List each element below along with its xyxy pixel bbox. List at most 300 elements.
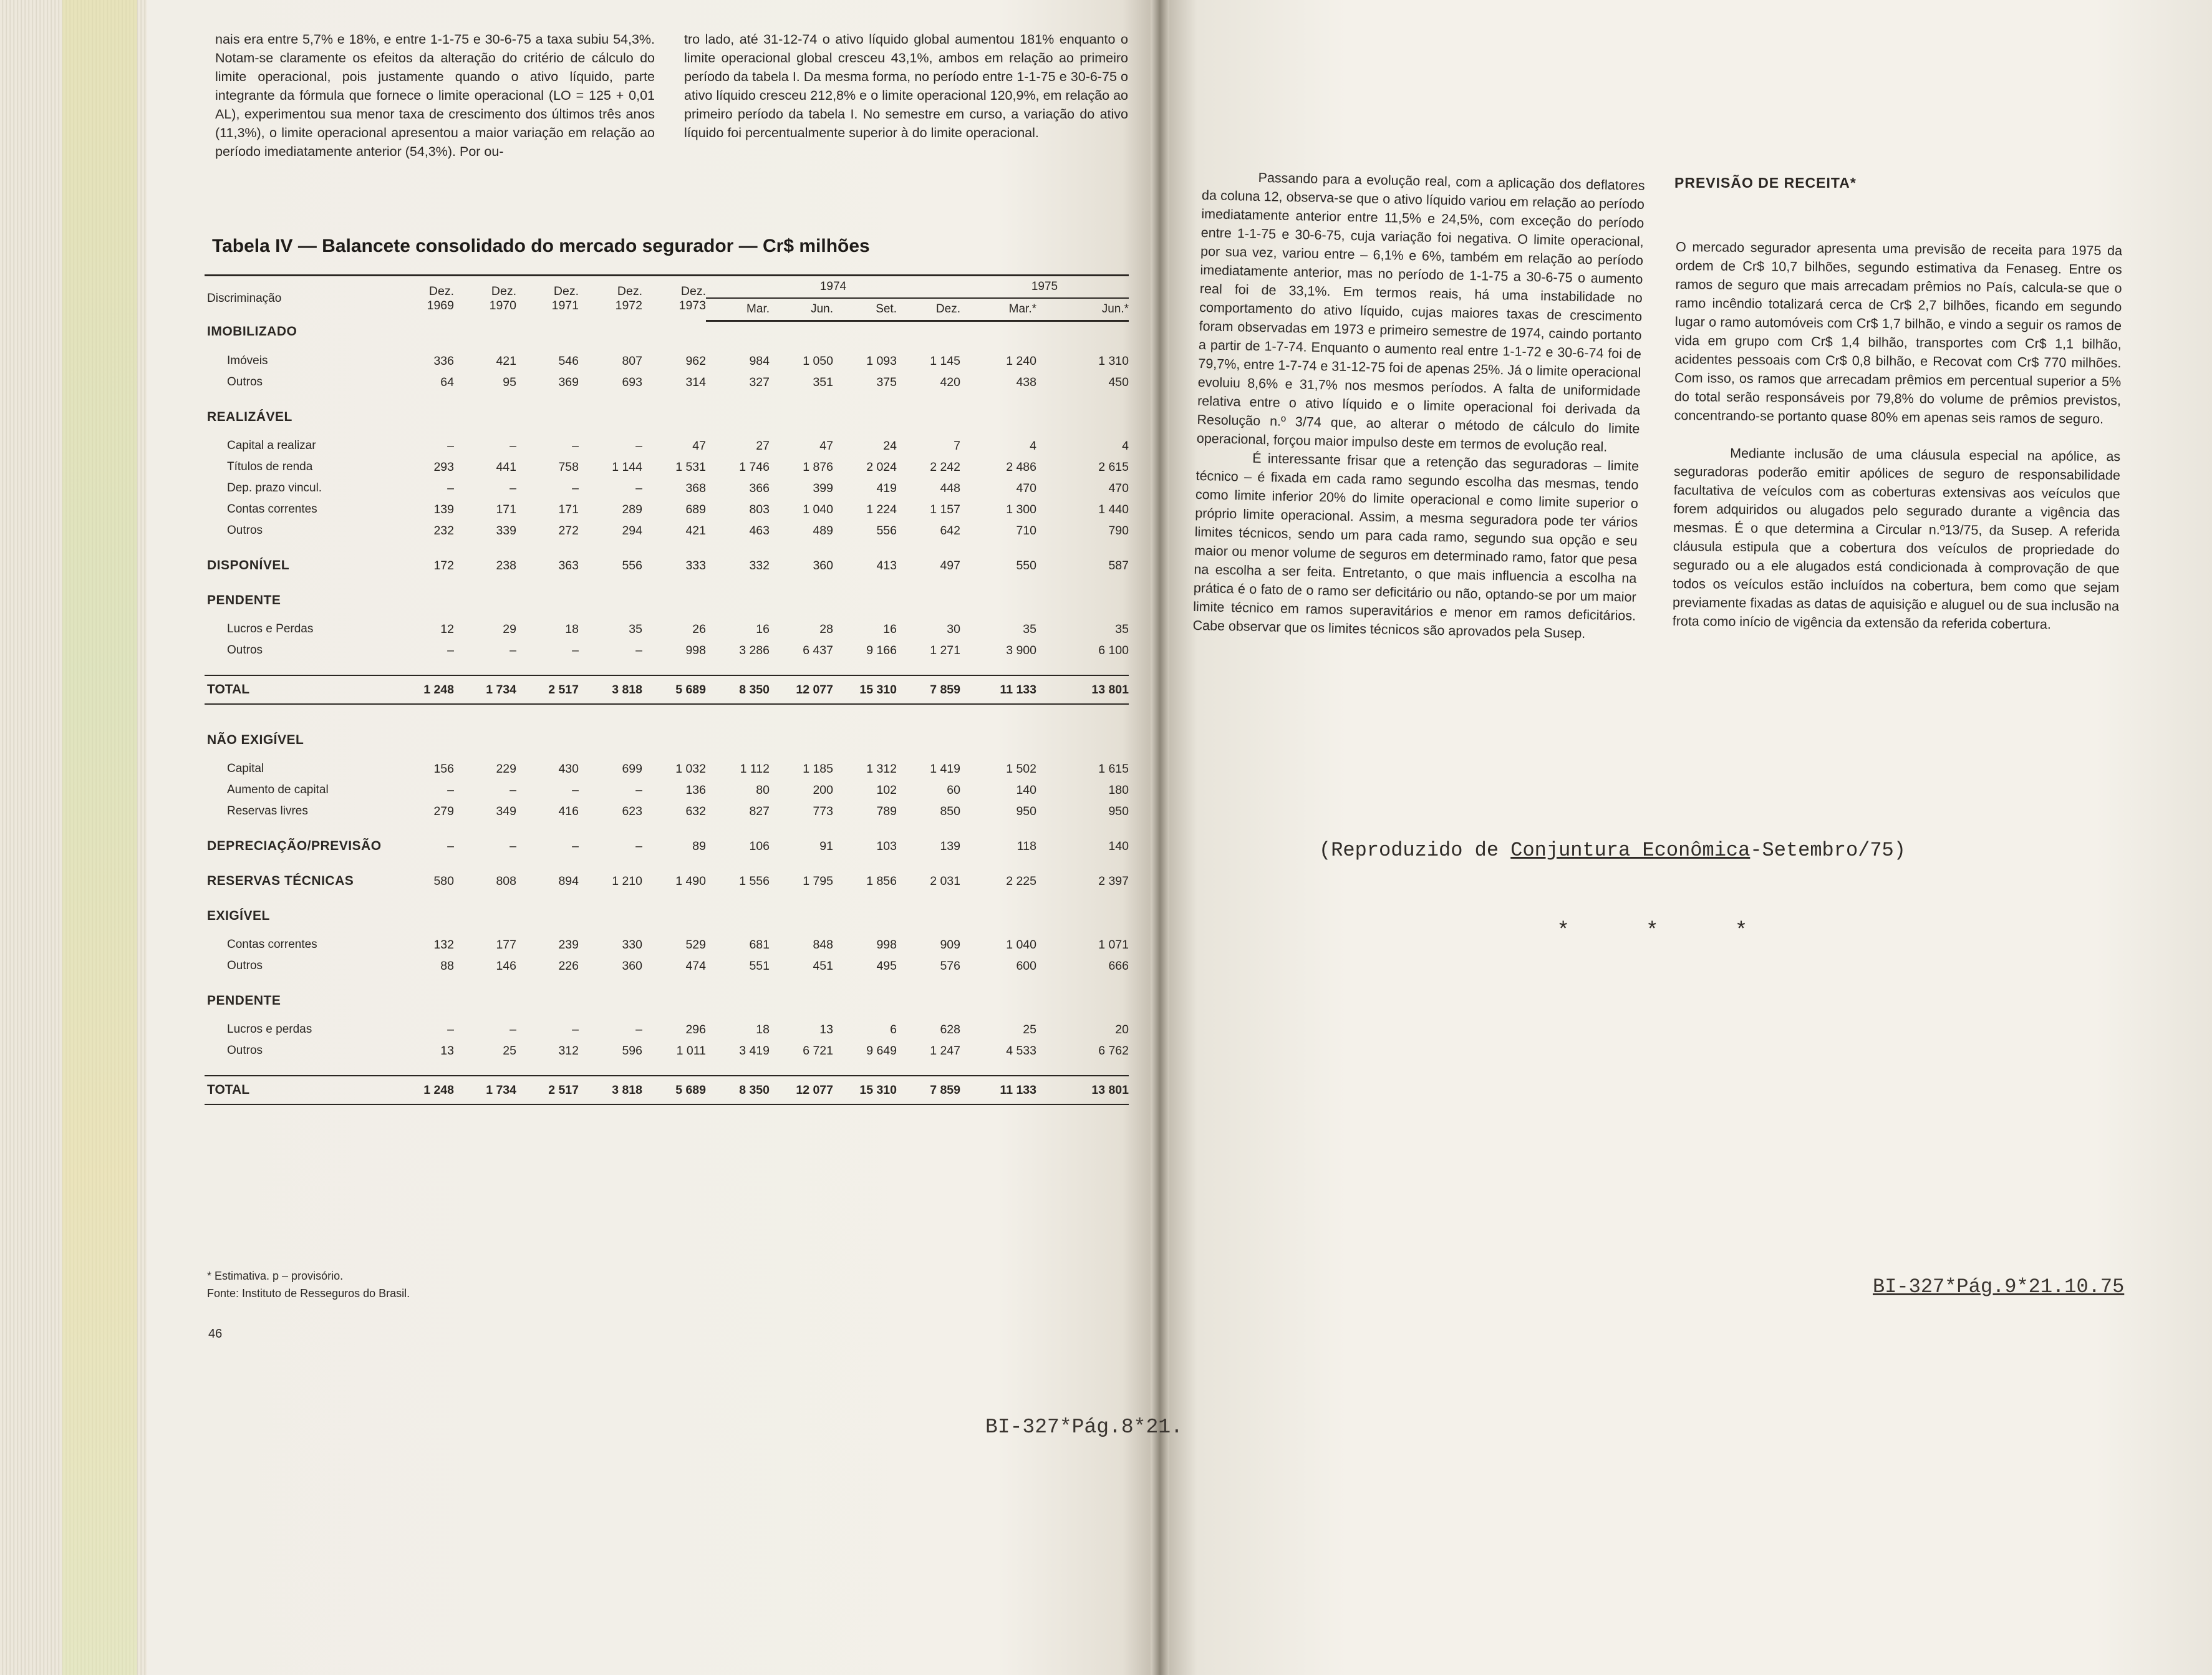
table-cell: 693 (622, 375, 642, 389)
table-cell: – (635, 643, 642, 657)
table-cell: 1 071 (1098, 937, 1129, 952)
table-cell: 5 689 (642, 1076, 706, 1104)
table-cell (579, 730, 642, 751)
table-row (205, 934, 1129, 955)
column-header-year: Dez. 1972 (579, 276, 642, 321)
table-cell: 808 (496, 874, 516, 888)
table-cell: 399 (813, 481, 833, 495)
table-cell: 789 (876, 804, 897, 818)
row-label: TOTAL (205, 675, 392, 704)
table-cell: 27 (756, 438, 770, 453)
table-row (205, 499, 1129, 520)
table-cell (897, 321, 960, 344)
table-cell (454, 407, 516, 428)
table-cell: 699 (622, 761, 642, 776)
source-title: Conjuntura Econômica (1510, 839, 1751, 862)
table-cell: 363 (558, 558, 579, 572)
table-cell: 6 (890, 1022, 897, 1036)
column-header-month: Jun.* (1036, 298, 1129, 321)
row-label: Outros (227, 375, 263, 389)
table-cell: 146 (496, 958, 516, 973)
paragraph: O mercado segurador apresenta uma previsão de receita para 1975 da ordem de Cr$ 10,7 bilhões, segundo estimativa da Fenaseg. Entre os ramos de seguro que mais arrecadam prêmios no País, calcula-se que o ramo incêndio totalizará cerca de Cr$ 2,7 bilhões, ficando em segundo lugar o ramo automóveis com Cr$ 1,7 bilhão, e vindo a seguir os ramos de vida em grupo com Cr$ 1,4 bilhão, transportes com Cr$ 1,1 bilhão, acidentes pessoais com Cr$ 0,8 bilhão, e Recovat com Cr$ 770 milhões. Com isso, os ramos que arrecadam prêmios em percentual superior a 5% do total serão responsáveis por 79,8% do volume de prêmios previstos, concentrando-se portanto quase 80% em apenas seis ramos de seguro. (1674, 239, 2123, 427)
page-reference-stamp: BI-327*Pág.9*21.10.75 (1873, 1275, 2125, 1298)
left-column-1-text (215, 30, 655, 161)
table-cell: 474 (685, 958, 706, 973)
table-cell: – (510, 438, 516, 453)
table-cell: 580 (433, 874, 454, 888)
spacer-row (205, 541, 1129, 555)
table-cell: 421 (496, 354, 516, 368)
table-cell (392, 590, 454, 611)
table-cell: 998 (876, 937, 897, 952)
table-cell: 773 (813, 804, 833, 818)
table-row (205, 350, 1129, 372)
table-cell: 360 (622, 958, 642, 973)
row-label: Títulos de renda (227, 460, 313, 473)
table-cell: 2 517 (516, 675, 579, 704)
table-cell: 360 (813, 558, 833, 572)
table-cell: 336 (433, 354, 454, 368)
row-label: Contas correntes (227, 938, 317, 951)
table-cell: 177 (496, 937, 516, 952)
row-label: REALIZÁVEL (207, 410, 292, 424)
table-cell: 1 502 (1006, 761, 1036, 776)
table-cell: 689 (685, 502, 706, 516)
spacer-row (205, 428, 1129, 435)
table-cell: 1 157 (930, 502, 960, 516)
table-cell (960, 321, 1036, 344)
table-cell (770, 905, 833, 927)
table-cell: – (510, 643, 516, 657)
table-cell (392, 905, 454, 927)
table-cell: – (635, 783, 642, 797)
table-cell (897, 990, 960, 1011)
table-section-row (205, 730, 1129, 751)
table-section-row (205, 871, 1129, 892)
table-cell (516, 905, 579, 927)
table-cell: 238 (496, 558, 516, 572)
spacer-row (205, 704, 1129, 716)
table-cell: 327 (749, 375, 770, 389)
table-cell: 4 (1122, 438, 1129, 453)
table-cell: 293 (433, 460, 454, 474)
table-cell: 13 801 (1036, 675, 1129, 704)
page-reference-stamp: BI-327*Pág.8*21. (985, 1416, 1183, 1439)
table-cell: 710 (1016, 523, 1036, 538)
column-header-month: Jun. (770, 298, 833, 321)
table-cell: 448 (940, 481, 960, 495)
table-cell: 758 (558, 460, 579, 474)
table-cell: 576 (940, 958, 960, 973)
table-cell: 3 818 (579, 1076, 642, 1104)
table-cell: 1 145 (930, 354, 960, 368)
table-cell: 3 818 (579, 675, 642, 704)
table-cell: 827 (749, 804, 770, 818)
table-cell: 15 310 (833, 1076, 897, 1104)
table-cell: 1 310 (1098, 354, 1129, 368)
table-cell: 3 900 (1006, 643, 1036, 657)
column-header-year: Dez. 1970 (454, 276, 516, 321)
table-cell: 5 689 (642, 675, 706, 704)
row-label: Contas correntes (227, 503, 317, 516)
table-cell: 171 (558, 502, 579, 516)
table-cell: 15 310 (833, 675, 897, 704)
column-header-month: Mar. (706, 298, 770, 321)
spacer-row (205, 1061, 1129, 1076)
table-cell (516, 590, 579, 611)
table-cell: 47 (692, 438, 706, 453)
table-cell: 950 (1108, 804, 1129, 818)
table-section-row (205, 836, 1129, 857)
spacer-row (205, 576, 1129, 590)
table-row (205, 758, 1129, 780)
table-cell: 16 (756, 622, 770, 636)
table-cell: 416 (558, 804, 579, 818)
column-header-year: Dez. 1971 (516, 276, 579, 321)
table-cell: 463 (749, 523, 770, 538)
paragraph: nais era entre 5,7% e 18%, e entre 1-1-75 e 30-6-75 a taxa subiu 54,3%. Notam-se claramente os efeitos da alteração do critério de cálculo do limite operacional, pois justamente quando o ativo líquido, parte integrante da fórmula que fornece o limite operacional (LO = 125 + 0,01 AL), experimentou sua menor taxa de crescimento dos últimos três anos (11,3%), o limite operacional apresentou a maior variação em relação ao período imediatamente anterior (54,3%). Por ou- (215, 32, 655, 159)
table-cell: 556 (622, 558, 642, 572)
table-cell (833, 321, 897, 344)
table-row (205, 456, 1129, 478)
table-cell: 1 734 (454, 675, 516, 704)
table-cell: 349 (496, 804, 516, 818)
table-cell: 80 (756, 783, 770, 797)
row-label: PENDENTE (207, 993, 281, 1008)
note-prefix: (Reproduzido de (1319, 839, 1511, 862)
table-cell: 229 (496, 761, 516, 776)
table-cell (454, 905, 516, 927)
table-cell (454, 990, 516, 1011)
table-cell: 7 859 (897, 1076, 960, 1104)
note-suffix: -Setembro/75) (1750, 839, 1906, 862)
table-cell: 6 762 (1098, 1043, 1129, 1058)
table-cell: 1 490 (675, 874, 706, 888)
table-cell: 497 (940, 558, 960, 572)
table-cell: 419 (876, 481, 897, 495)
table-cell: 632 (685, 804, 706, 818)
spacer-row (205, 892, 1129, 905)
table-cell (960, 730, 1036, 751)
table-cell: 1 734 (454, 1076, 516, 1104)
table-cell: – (572, 839, 579, 853)
table-cell: 1 032 (675, 761, 706, 776)
table-cell: – (510, 1022, 516, 1036)
table-cell: – (447, 1022, 454, 1036)
table-cell: 88 (440, 958, 454, 973)
table-cell: 1 185 (803, 761, 833, 776)
row-label: TOTAL (205, 1076, 392, 1104)
table-cell: 375 (876, 375, 897, 389)
table-cell: – (572, 783, 579, 797)
section-heading: PREVISÃO DE RECEITA* (1674, 175, 1857, 191)
table-cell: 7 859 (897, 675, 960, 704)
table-cell (833, 990, 897, 1011)
table-cell (770, 990, 833, 1011)
table-cell (1036, 321, 1129, 344)
table-cell: 13 (440, 1043, 454, 1058)
right-column-2-text (1673, 178, 2123, 634)
spacer-row (205, 1011, 1129, 1019)
table-cell (454, 590, 516, 611)
table-cell (392, 730, 454, 751)
table-cell: 1 615 (1098, 761, 1129, 776)
table-total-row (205, 675, 1129, 704)
table-cell (642, 590, 706, 611)
table-cell: – (572, 481, 579, 495)
table-cell (392, 990, 454, 1011)
table-cell (960, 990, 1036, 1011)
table-cell: – (447, 783, 454, 797)
table-cell (642, 730, 706, 751)
table-section-row (205, 555, 1129, 576)
table-cell (1036, 990, 1129, 1011)
table-row (205, 372, 1129, 393)
footnote: * Estimativa. p – provisório. (207, 1270, 344, 1282)
table-cell: 24 (883, 438, 897, 453)
table-cell (1036, 407, 1129, 428)
table-cell: – (635, 1022, 642, 1036)
table-cell: 1 112 (740, 761, 770, 776)
table-cell (516, 730, 579, 751)
table-cell: 9 649 (866, 1043, 897, 1058)
table-cell: 1 248 (392, 1076, 454, 1104)
table-cell: 118 (1017, 839, 1036, 853)
table-cell: 1 556 (739, 874, 770, 888)
table-cell: 35 (1115, 622, 1129, 636)
table-cell: 6 721 (803, 1043, 833, 1058)
table-cell: 171 (496, 502, 516, 516)
table-cell: 1 050 (803, 354, 833, 368)
table-row (205, 640, 1129, 661)
spacer-row (205, 393, 1129, 407)
table-cell: 666 (1108, 958, 1129, 973)
table-cell: 102 (876, 783, 897, 797)
table-cell (516, 990, 579, 1011)
table-section-row (205, 407, 1129, 428)
table-cell (833, 407, 897, 428)
table-row (205, 619, 1129, 640)
table-cell (642, 990, 706, 1011)
table-cell: 1 856 (866, 874, 897, 888)
table-row (205, 955, 1129, 977)
table-row (205, 435, 1129, 456)
right-column-1-text (1192, 167, 1645, 644)
table-cell: 339 (496, 523, 516, 538)
table-cell: 998 (685, 643, 706, 657)
row-label: Capital (227, 762, 264, 775)
table-cell (579, 407, 642, 428)
table-cell: – (635, 839, 642, 853)
table-cell: 294 (622, 523, 642, 538)
paragraph: Mediante inclusão de uma cláusula especial na apólice, as seguradoras poderão emitir apólices de seguro de responsabilidade facultativa de veículos com as coberturas extensivas aos veículos que forem adquiridos ou alugados pelo segurado durante a vigência das mesmas. É o que determina a Circular n.º13/75, da Susep. A referida cláusula estipula que a cobertura dos veículos de propriedade do segurado ou a ele alugados está condicionada à comprovação de que todos os veículos estão incluídos na cobertura, bem como que sejam previamente fixadas as datas de aquisição e aluguel ou de sua inclusão na frota como início de vigência da extensão da referida cobertura. (1672, 445, 2121, 632)
table-cell: 272 (558, 523, 579, 538)
table-cell: 330 (622, 937, 642, 952)
table-cell: 136 (685, 783, 706, 797)
table-cell (706, 590, 770, 611)
table-total-row (205, 1076, 1129, 1104)
table-cell: 1 746 (739, 460, 770, 474)
column-header-month: Dez. (897, 298, 960, 321)
table-cell: 550 (1016, 558, 1036, 572)
table-cell: 239 (558, 937, 579, 952)
table-cell: 200 (813, 783, 833, 797)
table-cell: 140 (1016, 783, 1036, 797)
table-cell: 1 271 (930, 643, 960, 657)
table-cell (833, 730, 897, 751)
page-edge-tabs (62, 0, 137, 1675)
table-cell: 2 031 (930, 874, 960, 888)
table-cell: – (635, 481, 642, 495)
table-cell (770, 407, 833, 428)
column-header-year: Dez. 1969 (392, 276, 454, 321)
footnote: Fonte: Instituto de Resseguros do Brasil. (207, 1287, 410, 1300)
table-cell: 366 (749, 481, 770, 495)
table-cell: 312 (558, 1043, 579, 1058)
table-cell: 2 486 (1006, 460, 1036, 474)
balance-table (205, 274, 1129, 1116)
table-cell: 421 (685, 523, 706, 538)
table-cell: 12 077 (770, 1076, 833, 1104)
table-cell (454, 730, 516, 751)
row-label: Lucros e Perdas (227, 622, 314, 635)
reproduction-note (1319, 839, 1906, 862)
row-label: RESERVAS TÉCNICAS (207, 874, 354, 888)
table-cell: 1 795 (803, 874, 833, 888)
table-cell (897, 905, 960, 927)
table-cell (706, 905, 770, 927)
table-cell: 3 286 (739, 643, 770, 657)
table-cell: 2 242 (930, 460, 960, 474)
row-label: DEPRECIAÇÃO/PREVISÃO (207, 839, 382, 853)
table-cell (642, 321, 706, 344)
table-cell: – (447, 438, 454, 453)
table-cell: 642 (940, 523, 960, 538)
row-label: Outros (227, 524, 263, 537)
table-cell: 106 (749, 839, 770, 853)
table-cell: 226 (558, 958, 579, 973)
table-cell (960, 905, 1036, 927)
table-cell: – (447, 839, 454, 853)
paragraph: tro lado, até 31-12-74 o ativo líquido global aumentou 181% enquanto o limite operacional global cresceu 43,1%, ambos em relação ao primeiro período da tabela I. Da mesma forma, no período entre 1-1-75 e 30-6-75 o ativo líquido cresceu 212,8% e o limite operacional 120,9%, em relação ao primeiro período da tabela I. No semestre em curso, a variação do ativo líquido foi percentualmente superior à do limite operacional. (684, 32, 1128, 140)
table-cell: 984 (749, 354, 770, 368)
table-row (205, 478, 1129, 499)
table-cell: 18 (756, 1022, 770, 1036)
spacer-row (205, 716, 1129, 730)
table-cell (770, 590, 833, 611)
table-cell: 1 040 (803, 502, 833, 516)
table-cell (579, 321, 642, 344)
table-cell (897, 590, 960, 611)
table-cell (454, 321, 516, 344)
table-cell: 12 (440, 622, 454, 636)
table-cell (579, 905, 642, 927)
table-cell: 30 (947, 622, 960, 636)
row-label: PENDENTE (207, 593, 281, 607)
table-cell: 438 (1016, 375, 1036, 389)
table-cell: 1 248 (392, 675, 454, 704)
spacer-row (205, 751, 1129, 758)
table-cell (960, 407, 1036, 428)
spacer-row (205, 977, 1129, 990)
table-cell (833, 905, 897, 927)
table-cell: 2 024 (866, 460, 897, 474)
spacer-row (205, 927, 1129, 934)
row-label: Imóveis (227, 354, 268, 367)
table-cell (392, 407, 454, 428)
table-cell: 1 300 (1006, 502, 1036, 516)
table-cell: 790 (1108, 523, 1129, 538)
table-cell (960, 590, 1036, 611)
row-label: Outros (227, 644, 263, 657)
table-cell: 351 (813, 375, 833, 389)
table-cell: 529 (685, 937, 706, 952)
table-cell: 628 (940, 1022, 960, 1036)
row-label: Reservas livres (227, 804, 308, 818)
table-cell: 28 (819, 622, 833, 636)
table-cell: 894 (558, 874, 579, 888)
table-cell (392, 321, 454, 344)
column-header-discriminacao: Discriminação (205, 276, 392, 321)
table-cell (706, 407, 770, 428)
table-cell: 909 (940, 937, 960, 952)
table-cell: 64 (440, 375, 454, 389)
table-cell: 596 (622, 1043, 642, 1058)
table-cell: 1 011 (676, 1043, 706, 1058)
table-cell: – (447, 643, 454, 657)
table-cell: 11 133 (960, 675, 1036, 704)
table-cell: 180 (1108, 783, 1129, 797)
table-cell: 1 440 (1098, 502, 1129, 516)
table-cell: 441 (496, 460, 516, 474)
table-cell: 2 225 (1006, 874, 1036, 888)
table-cell: 1 240 (1006, 354, 1036, 368)
table-cell: 470 (1108, 481, 1129, 495)
table-cell: 470 (1016, 481, 1036, 495)
table-cell (579, 590, 642, 611)
table-cell: 420 (940, 375, 960, 389)
table-cell: 623 (622, 804, 642, 818)
page-number: 46 (208, 1327, 223, 1341)
table-row (205, 780, 1129, 801)
table-row (205, 520, 1129, 541)
table-cell: 140 (1108, 839, 1129, 853)
row-label: Outros (227, 959, 263, 972)
table-body (205, 321, 1129, 1117)
table-cell: 172 (433, 558, 454, 572)
table-cell: 848 (813, 937, 833, 952)
table-cell (833, 590, 897, 611)
table-cell: 103 (876, 839, 897, 853)
table-row (205, 1019, 1129, 1040)
table-cell: 91 (819, 839, 833, 853)
table-cell: 587 (1108, 558, 1129, 572)
table-cell: 6 437 (803, 643, 833, 657)
spacer-row (205, 1104, 1129, 1116)
table-cell: 1 247 (930, 1043, 960, 1058)
table-cell (706, 321, 770, 344)
table-cell: 807 (622, 354, 642, 368)
row-label: Lucros e perdas (227, 1023, 312, 1036)
table-cell: 232 (433, 523, 454, 538)
table-section-row (205, 990, 1129, 1011)
left-column-2-text (684, 30, 1128, 142)
table-cell: 551 (749, 958, 770, 973)
table-cell: 89 (692, 839, 706, 853)
table-cell: 11 133 (960, 1076, 1036, 1104)
row-label: Capital a realizar (227, 439, 316, 452)
table-cell: – (572, 438, 579, 453)
